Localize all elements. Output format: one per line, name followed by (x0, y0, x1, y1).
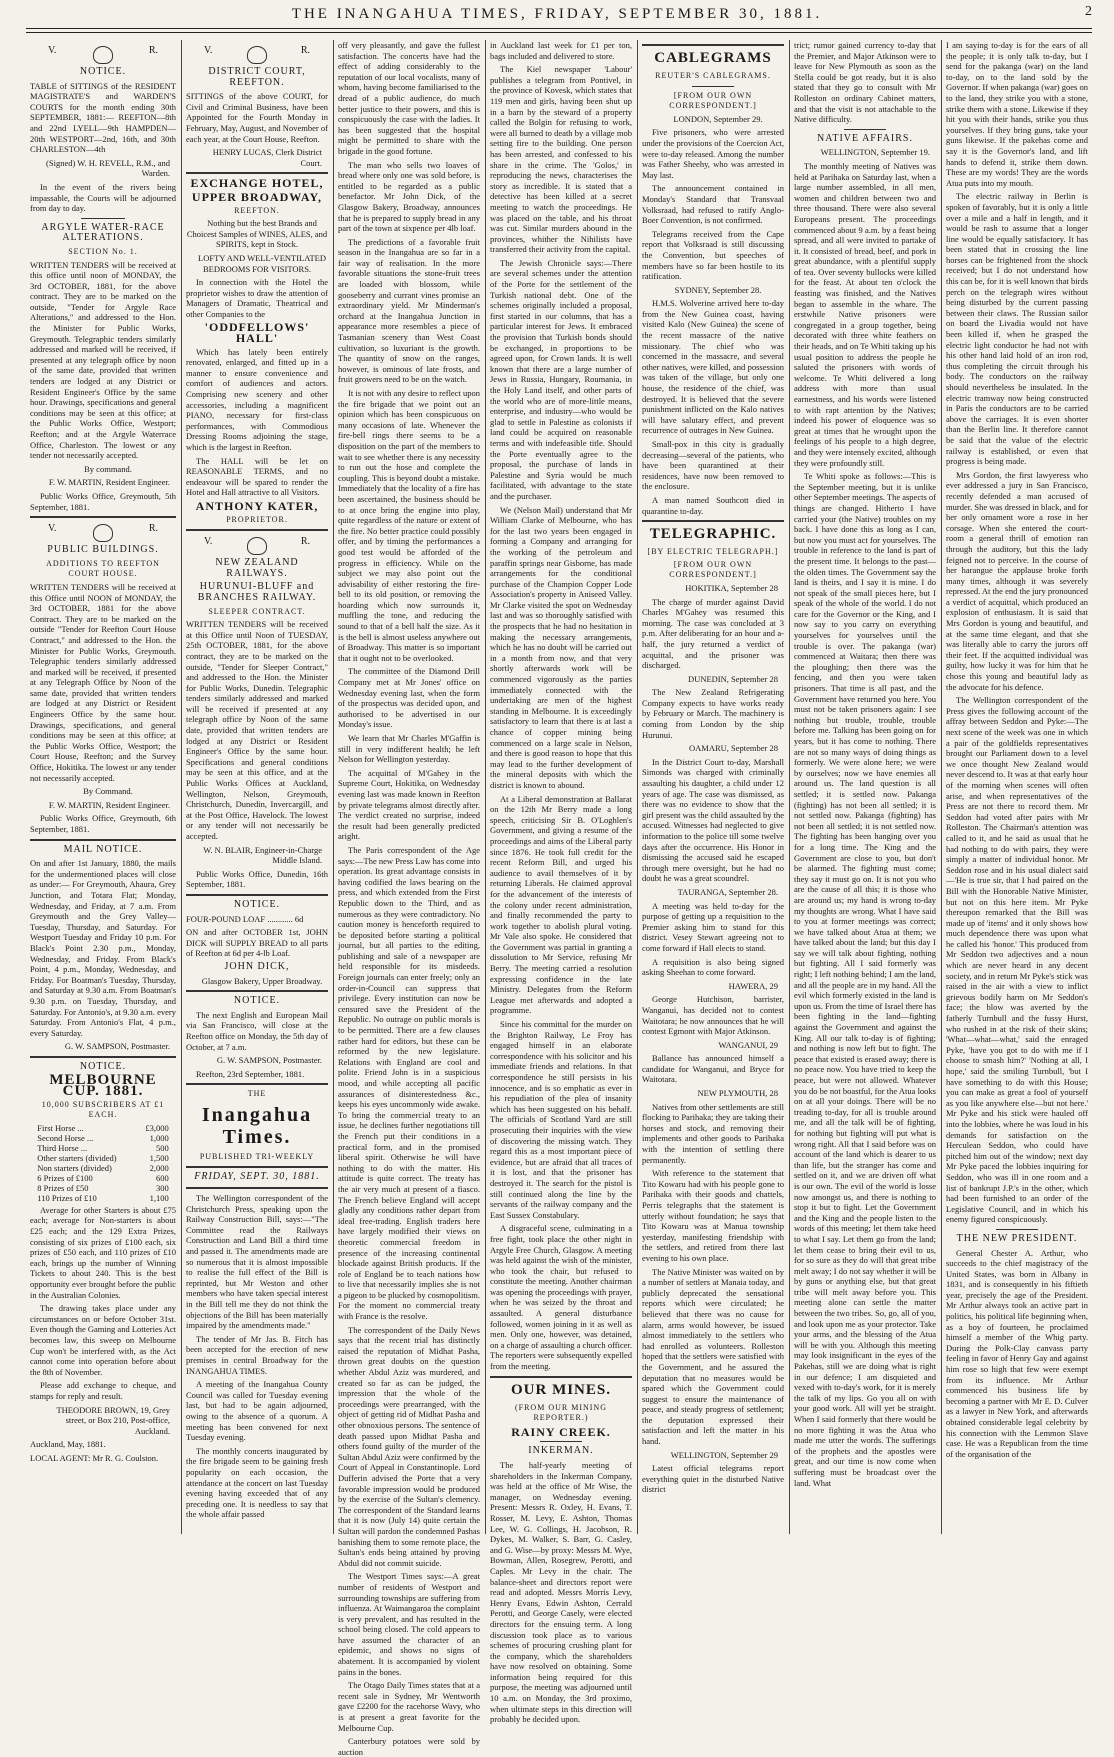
notice-heading: NOTICE. (233, 898, 281, 910)
article-text: General Chester A. Arthur, who succeeds to the chief magistracy of the United States, was born in Albany in 1831, and is consequently in his fiftieth year, precisely the age of the President. Mr Arthur always took an active part in politics, his political life beginning when, as a boy of fourteen, he proclaimed himself a member of the Whig party. During the Polk-Clay canvass party feeling in favor of Henry Gay and against him rose so high that few were exempt from its influence. Mr Arthur commenced his business life by becoming a partner with Mr E. D. Culver as a lawyer in New York, and afterwards obtained considerable legal celebrity by his connection with the Lemmon Slave case. He was a Republican from the time of the organisation of the (946, 1247, 1088, 1459)
head-rule (26, 28, 1092, 29)
column-1: V. R. NOTICE. TABLE of SITTINGS of the RESIDENT MAGISTRATE'S and WARDEN'S COURTS for the month ending 30th SEPTEMBER, 1881:— REEFTON—8th and 22nd LYELL—9th HAMPDEN—20th WESTPORT—2nd, 16th, and 30th CHARLESTON—4th (Signed) W. H. REVELL, R.M., and Warden. In the event of the rivers being impassable, the Courts will be adjourned from day to day. ARGYLE WATER-RACE ALTERATIONS. SECTION No. 1. WRITTEN TENDERS will be received at this office until noon of MONDAY, the 3rd OCTOBER, 1881, for the above contract. They are to be marked on the outside, "Tender for Argyle Race Alterations," and addressed to the Hon. the Minister for Public Works, Greymouth. Telegraphic tenders similarly addressed and marked will be received, if presented at any telegraph office by noon of the same date, provided that written tenders are lodged at any District or Resident Engineer's Office by the same hour. Drawings, specifications and general conditions may be seen at this office; at the Public Works Office, Westport; Reefton; and at the Argyle Waterrace Office, Charleston. The lowest or any tender not necessarily accepted. By command. F. W. MARTIN, Resident Engineer. Public Works Office, Greymouth, 5th September, 1881. V. R. PUBLIC BUILDINGS. ADDITIONS TO REEFTON COURT HOUSE. WRITTEN TENDERS will be received at this Office until NOON of MONDAY, the 3rd OCTOBER, 1881 for the above Contract. They are to be marked on the outside "Tender for Reefton Court House Contract," and addressed to the Hon. the Minister for Public Works, Greymouth. Telegraphic tenders similarly addressed and marked will be received, if presented at any Telegraph Office by Noon of the same date, provided that written tenders are lodged at any District or Resident Engineers Office by the same hour. Drawings, specifications, and general conditions may be seen at this office; at the Public Works Office, Westport; the Court House, Reefton; and the Survey Office, Hokitika. The lowest or any tender not necessarily accepted. By Command. F. W. MARTIN, Resident Engineer. Public Works Office, Greymouth, 6th September, 1881. MAIL NOTICE. On and after 1st January, 1880, the mails for the undermentioned places will close as under:— For Greymouth, Ahaura, Grey Junction, and Totara Flat; Monday, Wednesday, and Friday, at 7 a.m. From Greymouth and the Grey Valley—Tuesday, Thursday, and Saturday. For Westport Tuesday and Friday 10 p.m. For Black's Point 2.30 p.m., Monday, Wednesday, and Friday. From Black's Point, 4 p.m., Monday, Wednesday, and Friday. For Boatman's Tuesday, Thursday, and Saturday at 9.30 a.m. From Boatman's 9.30 p.m. on Tuesday, Thursday, and Saturday. For Antonio's, at 9.30 a.m. every Saturday. From Antonio's Flat, 4 p.m., every Saturday. G. W. SAMPSON, Postmaster. NOTICE. MELBOURNE CUP. 1881. 10,000 SUBSCRIBERS AT £1 EACH. First Horse ... £3,000 Second Horse ... 1,000 Third Horse ... 500 Other starters (divided) 1,500 Non starters (divided) 2,000 6 Prizes of £100 600 8 Prizes of £50 300 110 Prizes of £10 1,100 Average for other Starters is about £75 each; average for Non-starters is about £25 each; and the 129 Extra Prizes, consisting of six prizes of £100 each, six prizes of £50 each, and 110 prizes of £10 each, brings up the number of Winning Tickets to about 240. This is the best opportunity ever brought before the public in the Australian Colonies. The drawing takes place under any circumstances on or before October 31st. Even though the Gaming and Lotteries Act becomes law, this sweep on Melbourne Cup won't be interfered with, as the Act cannot come into operation before about the 8th of November. Please add exchange to cheque, and stamps for reply and result. THEODORE BROWN, 19, Grey street, or Box 210, Post-office, Auckland. Auckland, May, 1881. LOCAL AGENT: Mr R. G. Coulston. (30, 45, 176, 1463)
article-text: Ballance has announced himself a candidate for Wanganui, and Bryce for Waitotara. (642, 1053, 784, 1085)
dateline: HAWERA, 29 (728, 980, 778, 991)
dateline: WELLINGTON, September 29 (670, 1449, 778, 1460)
royal-cipher: V. R. (186, 537, 328, 555)
article-text: It is not with any desire to reflect upon the fire brigade that we point out an opinion which has been conspicuous on many occasions of late. Whenever the fire-bell rings there seems to be a disposition on the part of the members to wait to see whether there is any necessity to run out the hose and complete the coupling. This is beyond doubt a mistake. Immediately that the locality of a fire has been ascertained, the business should be to at once bring the engine into play, quite regardless of the nature or extent of the fire. No better practice could possibly offer, and by timing the performances a good test would be afforded of the progress in efficiency. While on the subject we may also point out the advisability of either restoring the fire-bell to its old position, or removing the hoarding which now surrounds it, muffling the tone, and reducing the sound to that of a bell half the size. As it is the bell is almost useless anywhere out of Broadway. This matter is so important that it ought not to be overlooked. (338, 388, 480, 663)
article-text: The correspondent of the Daily News says that the recent trial has distinctly raised the reputation of Midhat Pasha, thrown great doubts on the question whether Abdul Aziz was murdered, and created so far as can be judged, the impression that the whole of the proceedings were prearranged, with the object of getting rid of Midhat Pasha and other obnoxious persons. The sentence of death passed upon Midhat Pasha and others found guilty of the murder of the Sultan Abdul Aziz were confirmed by the Court of Appeal in Constantinople. Lord Dufferin advised the Porte that a very favorable impression would be produced by the exercise of the Sultan's clemency. The correspondent of the Standard learns that it is now (July 14) quite certain the Sultan will pardon the condemned Pashas banishing them to some remote place, the Sultan's ends being attained by proving Abdul did not commit suicide. (338, 1324, 480, 1568)
column-rule (941, 40, 942, 1534)
section-heading: MAIL NOTICE. (63, 843, 143, 855)
article-text: The announcement contained in Monday's Standard that Transvaal Volksraad, had refused to ratify Anglo-Boer Convention, is not confirmed. (642, 183, 784, 226)
issue-date: FRIDAY, SEPT. 30, 1881. (194, 1171, 320, 1183)
article-text: trict; rumor gained currency to-day that the Premier, and Major Atkinson were to leave for New Plymouth as soon as the Stella could be got ready, but it is also stated that they go to consult with Mr Rolleston on ordinary Cabinet matters, and that the visit is not attachable to the Native difficulty. (794, 40, 936, 125)
article-text: Telegrams received from the Cape report that Volksraad is still discussing the Convention, but speeches of members have so far been hostile to its ratification. (642, 228, 784, 282)
article-text: Small-pox in this city is gradually decreasing—several of the patients, who have been quarantined at their residences, have now been removed to the enclosure. (642, 439, 784, 492)
article-text: The monthly meeting of Natives was held at Parihaka on Saturday last, when a large number assembled, in all men, women and children between two and three thousand. There were also several Europeans present. The proceedings commenced about 9 a.m. by a feast being spread, and all were invited to partake of it. It consisted of bread, beef, and pork in great abundance, with a plentiful supply of tea. Over seventy bullocks were killed for the feast. At about ten o'clock the feasting was finished, and the Natives began to assemble in the whare. The erstwhile Native prisoners were congregated in a group together, being decorated with three white feathers on their heads, and on Te Whiti taking up his usual position to address the people he saluted the prisoners with words of welcome. Te Whiti delivered a long address with more than usual earnestness, and his words were listened to with rapt attention by the Natives; indeed his power of eloquence was so great at times that he wrought upon the feelings of his people to a high degree, and they were intensely excited, although they were profoundly still. (794, 160, 936, 468)
section-heading: CABLEGRAMS (654, 50, 772, 66)
article-text: The predictions of a favorable fruit season in the Inangahua are so far in a fair way of realisation. In the more favorable situations the stone-fruit trees are loaded with blossom, while gooseberry and currant vines promise an extraordinary yield. Mr Minderman's orchard at the Inangahua Junction in appearance more resembles a piece of Tasmanian scenery than West Coast cultivation, so luxuriant is the growth. The quantity of snow on the ranges, however, is ominous of late frosts, and fruit growers need to be on the watch. (338, 236, 480, 385)
notice-signature: THEODORE BROWN, 19, Grey street, or Box 210, Post-office, Auckland. (56, 1404, 170, 1436)
dateline: LONDON, September 29. (673, 113, 763, 124)
crest-icon (247, 537, 267, 555)
article-text: Mrs Gordon, the first lawyeress who ever addressed a jury in San Francisco, recently defended a man accused of murder. She was dressed in black, and for her only ornament wore a rose in her corsage. When she entered the court-room a general thrill of emotion ran through the auditory, but this the lady feigned not to perceive. In the course of her harangue the applause broke forth many times, although it was severely repressed. At the end the jury pronounced a verdict of acquittal, which produced an explosion of enthusiasm. It is said that Mrs Gordon is young and beautiful, and at the same time elegant, and that she was literally able to carry the jurors off their feet. If the acquitted individual was guilty, how lucky it was for him that he chose this young and beautiful lady as the advocate for his defence. (946, 469, 1088, 692)
article-text: A requisition is also being signed asking Sheehan to come forward. (642, 956, 784, 978)
baker-name: JOHN DICK, (224, 960, 290, 972)
hotel-address: UPPER BROADWAY, (191, 189, 323, 204)
article-text: A man named Southcott died in quarantine to-day. (642, 494, 784, 516)
column-rule (485, 40, 486, 1534)
article-text: The tender of Mr Jas. B. Fitch has been accepted for the erection of new premises in central Broadway for the INANGAHUA TIMES. (186, 1333, 328, 1376)
article-text: I am saying to-day is for the ears of all the people; it is only talk to-day, but I send for the pakanga (war) on the land to-day, on to the land sold by the Governor. If when pakanga (war) goes on to the land, they strike you with a stone, strike them with a stone. Likewise if they hit you with their hands, strike you thus yourselves. If they bring guns, take your guns likewise. If the pakehas come and say it is the Governor's land, and lift hands to defend it, strike them down. These are my words! They are the words Atua puts into my mouth. (946, 40, 1088, 188)
mail-notice: The next English and European Mail via San Francisco, will close at the Reefton office on Monday, the 5th day of October, at 7 a.m. (186, 1009, 328, 1052)
crest-icon (93, 524, 113, 542)
article-text: Five prisoners, who were arrested under the provisions of the Coercion Act, were to-day released. Among the number was Father Sheehy, who was arrested in May last. (642, 127, 784, 180)
article-text: With reference to the statement that Tito Kowaru had with his people gone to Parihaka with their goods and chattels, Perris telegraphs that the statement is utterly without foundation; he says that Tito Kowaru was at Manua township yesterday, manifesting friendship with the settlers, and retired from there last evening to his own place. (642, 1168, 784, 1263)
article-text: Since his committal for the murder on the Brighton Railway, Le Froy has engaged himself in an elaborate correspondence with his solicitor and his immediate friends and relations. In that correspondence he still persists in his innocence, and is so emphatic as ever in his repudiation of the plea of insanity which has been suggested on his behalf. The officials of Scotland Yard are still prosecuting their inquiries with the view of discovering the missing watch. They regard this as a most important piece of evidence, but are afraid that all traces of it is lost, and that the prisoner has destroyed it. The search for the pistol is still continued along the line by the servants of the railway company and the East Sussex Constabulary. (490, 1019, 632, 1220)
notice-signature: W. N. BLAIR, Engineer-in-Charge Middle Island. (203, 844, 322, 866)
court-notice: SITTINGS of the above COURT, for Civil and Criminal Business, have been Appointed for the Fourth Monday in February, May, August, and November of each year, at the Court House, Reefton. (186, 91, 328, 144)
article-text: Canterbury potatoes were sold by auction (338, 1736, 480, 1757)
section-heading: ARGYLE WATER-RACE ALTERATIONS. (41, 221, 165, 244)
article-text: The Wellington correspondent of the Christchurch Press, speaking upon the Railway Construction Bill, says:—"The Committee read the Railways Construction and Land Bill a third time and passed it. The amendments made are so numerous that it is almost impossible to realise the full effect of the Bill is reprinted, but Mr Weston and other members who have taken special interest in the Bill tell me they do not think the objections of the Bill has been materially impaired by the amendments made." (186, 1193, 328, 1331)
column-7 (946, 40, 1088, 1534)
tender-notice: WRITTEN TENDERS will be received at this Office until Noon of TUESDAY, 25th OCTOBER, 1881, for the above contract, they are to be marked on the outside, "Tender for Sleeper Contract," and addressed to the Hon. the Minister for Public Works, Dunedin. Telegraphic tenders similarly addressed and marked will be received if presented at any telegraph office by Noon of the same date, provided that written tenders are lodged at any District or Resident Engineer's Office by the same hour. Specifications and general conditions may be seen at this office, and at the Public Works Offices at Auckland, Wellington, Nelson, Greymouth, Christchurch, Dunedin, Invercargill, and at the Post Office, Havelock. The lowest or any tender will not necessarily be accepted. (186, 619, 328, 841)
section-subheading: INKERMAN. (528, 1445, 594, 1457)
article-text: A meeting of the Inangahua County Council was called for Tuesday evening last, but had to be again adjourned, owing to the absence of a quorum. A meeting has been convened for next Tuesday evening. (186, 1379, 328, 1443)
royal-cipher: V. R. (30, 524, 176, 542)
table-row: Other starters (divided) 1,500 (37, 1152, 169, 1163)
section-heading: PUBLIC BUILDINGS. (47, 544, 159, 556)
local-agent: LOCAL AGENT: Mr R. G. Coulston. (30, 1452, 159, 1463)
notice-heading: NOTICE. (79, 1060, 127, 1072)
dateline: OAMARU, September 28 (688, 743, 778, 754)
table-row: 8 Prizes of £50 300 (37, 1182, 169, 1193)
hall-name: 'ODDFELLOWS' HALL' (204, 320, 310, 346)
royal-cipher: V. R. (186, 46, 328, 64)
head-rule-2 (26, 32, 1092, 33)
proprietor-name: ANTHONY KATER, (195, 498, 319, 513)
article-text: The Jewish Chronicle says:—There are several schemes under the attention of the Porte for the settlement of the Turkish national debt. One of the schemes originally included a proposal, first started in our columns, that has a particular interest for Jews. It embraced the provision that Turkish bonds should be exchanged, in proportions to be agreed upon, for Crown lands. It is well known that there are a large number of Jews in Russia, Hungary, Roumania, in the Holy Land itself, and other parts of the world who are of more-little means, enterprise, and industry—who would be glad to settle in Palestine as colonists if land could be acquired on reasonable terms and with indefeasible title. Should the Porte eventually agree to the proposal, the purchase of lands in Palestine and Syria would be much facilitated, with advantage to the state and the purchaser. (490, 257, 632, 501)
notice-signature: G. W. SAMPSON, Postmaster. (64, 1041, 170, 1052)
article-text: The New Zealand Refrigerating Company expects to have works ready by February or March. The machinery is coming from London by the ship Hurunui. (642, 687, 784, 740)
column-4: in Auckland last week for £1 per ton, bags included and delivered to store. The Kiel newspaper 'Labour' publishes a telegram from Pontivel, in the province of Kovesk, which states that 119 men and girls, having been shut up in a barn by the steward of a property called the Bolgin for refusing to work, were all burned to death by a village mob setting fire to the building. One person has been arrested, and confessed to his share in the crime. The 'Golos,' in reproducing the news, characterises the story as incredible. It is stated that a detective has been killed at a secret meeting to watch the proceedings. He was placed on the table, and his throat was cut. Similar murders abound in the provinces, whither the Nihilists have transferred their activity from the capital. The Jewish Chronicle says:—There are several schemes under the attention of the Porte for the settlement of the Turkish national debt. One of the schemes originally included a proposal, first started in our columns, that has a particular interest for Jews. It embraced the provision that Turkish bonds should be exchanged, in proportions to be agreed upon, for Crown lands. It is well known that there are a large number of Jews in Russia, Hungary, Roumania, in the Holy Land itself, and other parts of the world who are of more-little means, enterprise, and industry—who would be glad to settle in Palestine as colonists if land could be acquired on reasonable terms and with indefeasible title. Should the Porte eventually agree to the proposal, the purchase of lands in Palestine and Syria would be much facilitated, with advantage to the state and the purchaser. We (Nelson Mail) understand that Mr William Clarke of Melbourne, who has for the last two years been engaged in forming a Company and arranging for the working of the petroleum and paraffin springs near Gisborne, has made arrangements for the conditional purchase of the Champion Copper Lode Association's property in Aniseed Valley. Mr Clarke visited the spot on Wednesday last and was so thoroughly satisfied with the prospects that he had no hesitation in making the necessary arrangements, which he has no doubt will be carried out in a month from now, and that very shortly afterwards work will be commenced vigorously as the parties immediately connected with the undertaking are men of the highest standing in Melbourne. It is exceedingly satisfactory to learn that there is at last a chance of copper mining being commenced on a large scale in Nelson, and there is good reason to hope that this may lead to the further development of the mineral deposits with which the district is known to abound. At a Liberal demonstration at Ballarat on the 12th Mr Berry made a long speech, criticising Sir B. O'Loghlen's Government, and giving a resume of the proceedings and aims of the Liberal party since 1876. He took full credit for the recent Reform Bill, and urged his audience to avail themselves of it by returning Liberals. He claimed approval for the advancement of the interests of the colony under recent administration, and finally recommended the party to work together to abolish plural voting. Mr Vale also spoke. He considered that the Government was partial in granting a dissolution to Mr Service, refusing Mr Berry. The meeting carried a resolution expressing confidence in the late Ministry. Delegates from the Reform League met afterwards and adopted a programme. Since his committal for the murder on the Brighton Railway, Le Froy has engaged himself in an elaborate correspondence with his solicitor and his immediate friends and relations. In that correspondence he still persists in his innocence, and is so emphatic as ever in his repudiation of the plea of insanity which has been suggested on his behalf. The officials of Scotland Yard are still prosecuting their inquiries with the view of discovering the missing watch. They regard this as a most important piece of evidence, but are afraid that all traces of it is lost, and that the prisoner has destroyed it. The search for the pistol is still continued along the line by the servants of the railway company and the East Sussex Constabulary. A disgraceful scene, culminating in a free fight, took place the other night in Argyle Free Church, Glasgow. A meeting was held against the wish of the minister, who took the chair, but refused to constitute the meeting. Another chairman was opening the proceedings with prayer, when he was seized by the throat and assaulted. A general disturbance followed, women joining in it as well as men. Only one, however, was detained, on a charge of assaulting a church officer. The reporters were subsequently expelled from the meeting. OUR MINES. (FROM OUR MINING REPORTER.) RAINY CREEK. INKERMAN. The half-yearly meeting of shareholders in the Inkerman Company, was held at the office of Mr Wise, the manager, on Wednesday evening. Present: Messrs R. Oxley, H. Evans, T. Rosser, M. Levy, E. Ashton, Thomas Lee, W. G. Collings, H. Jacobson, R. Dykes, M. Walker, S. Barr, G. Casley, and G. Wise—by proxy: Messrs M. Wye, Bowman, Allen, Rosegrew, Perotti, and Caples. Mr Levy in the chair. The balance-sheet and directors report were read and adopted. Messrs Morris Levy, Henry Evans, Edwin Ashton, Cerrald Perotti, and George Casely, were elected directors for the ensuing term. A long discussion took place as to various schemes of procuring crushing plant for the company, which the shareholders have now resolved on obtaining. Some information being required for this purpose, the meeting was adjourned until 10 a.m. on Monday, the 3rd proximo, when ultimate steps in this direction will probably be decided upon. (490, 40, 632, 1725)
article-text: The acquittal of M'Gahey in the Supreme Court, Hokitika, on Wednesday evening last was made known in Reefton by private telegrams almost directly after. The verdict created no surprise, indeed the result had been generally predicted aright. (338, 767, 480, 842)
section-subheading: HURUNUI-BLUFF and BRANCHES RAILWAY. (197, 581, 317, 603)
notice-signature: F. W. MARTIN, Resident Engineer. (48, 799, 170, 810)
article-text: The Native Minister was waited on by a number of settlers at Manaia today, and publicly deprecated the sensational reports which were circulated; he believed that there was no cause for alarm, arms would however, be issued almost immediately to the settlers who had enrolled as volunteers. Rolleston hoped that the settlers were satisfied with the Government, and he assured the deputation that no measures would be spared which the Government could suggest to ensure the maintenance of peace, and steady progress of settlement; the deputation expressed their satisfaction and left the matter in his hand. (642, 1266, 784, 1447)
prize-table (37, 1123, 168, 1203)
article-text: The committee of the Diamond Drill Company met at Mr Jones' office on Wednesday evening last, when the form of the prospectus was decided upon, and authorised to be advertised in our Monday's issue. (338, 666, 480, 730)
article-text: In the District Court to-day, Marshall Simonds was charged with criminally assaulting his daughter, a child under 12 years of age. The case was dismissed, as there was no evidence to show that the girl present was the child assaulted by the accused. Witnesses had neglected to give information to the police till some twelve days after the occurrence. His Honor in dismissing the accused said he escaped through mere oversight, but he had no doubt he was a great scoundrel. (642, 756, 784, 884)
column-rule (333, 40, 334, 1534)
article-text: Latest official telegrams report everything quiet in the disturbed Native district (642, 1463, 784, 1495)
notice-text: In the event of the rivers being impassable, the Courts will be adjourned from day to day. (30, 181, 176, 214)
cup-title: MELBOURNE CUP. 1881. (49, 1072, 157, 1100)
article-text: A meeting was held to-day for the purpose of getting up a requisition to the Premier asking him to stand for this district. Vesey Stewart agreeing not to come forward if Hall elects to stand. (642, 900, 784, 953)
article-text: A disgraceful scene, culminating in a free fight, took place the other night in Argyle Free Church, Glasgow. A meeting was held against the wish of the minister, who took the chair, but refused to constitute the meeting. Another chairman was opening the proceedings with prayer, when he was seized by the throat and assaulted. A general disturbance followed, women joining in it as well as men. Only one, however, was detained, on a charge of assaulting a church officer. The reporters were subsequently expelled from the meeting. (490, 1223, 632, 1372)
table-row: 6 Prizes of £100 600 (37, 1172, 169, 1183)
article-text: The Otago Daily Times states that at a recent sale in Sydney, Mr Wentworth gave £2200 for the racehorse Wavy, who is at present a great favorite for the Melbourne Cup. (338, 1680, 480, 1733)
royal-cipher: V. R. (30, 46, 176, 64)
article-text: The Paris correspondent of the Age says:—The new Press Law has come into operation. Its great advantage consists in having codified the laws bearing on the press, and which extended from the First Republic down to the Third, and as numerous as they were contradictory. No caution money is henceforth required to be deposited before starting a political journal, but all parties to the editing, publishing and sale of a newspaper are held responsible for its misdeeds. Foreign journals can enter freely; only an order-in-Council can suppress that privilege. Every institution can now be censured save the President of the Republic. No outrage on public morals is to be permitted. There are a few clauses rather hard for editors, but these can be reformed by the new legislature. Relations with England are cool and polite. Friend John is in a suspicious mood, and while accepting all pacific assurances of disinterestedness &c., keeps his eyes uncommonly wide awake. To bring the commercial treaty to an issue, he declines further negotiations till the French put their conditions in a practical form, and in the promised liberal spirit. Otherwise he will have nothing to do with the matter. His attitude is quite correct. The treaty has the air very much at present of a fiasco. The French believe England will accept gladly any conditions rather depart from ideal free-trading. English traders here have largely modified their views on theoretic commercial freedom in presence of the increasing continental blockade against British products. If the role of England be to teach nations how to live that necessarily implies she is not a pigeon to be plucked by cosmopolitism. For the moment no commercial treaty with France is the resolve. (338, 844, 480, 1322)
article-text: The Kiel newspaper 'Labour' publishes a telegram from Pontivel, in the province of Kovesk, which states that 119 men and girls, having been shut up in a barn by the steward of a property called the Bolgin for refusing to work, were all burned to death by a village mob setting fire to the building. One person has been arrested, and confessed to his share in the crime. The 'Golos,' in reproducing the news, characterises the story as incredible. It is stated that a detective has been killed at a secret meeting to watch the proceedings. He was placed on the table, and his throat was cut. Similar murders abound in the provinces, whither the Nihilists have transferred their activity from the capital. (490, 64, 632, 255)
table-row: Third Horse ... 500 (37, 1142, 169, 1153)
tender-notice: WRITTEN TENDERS will be received at this Office until NOON of MONDAY, the 3rd OCTOBER, 1881 for the above Contract. They are to be marked on the outside "Tender for Reefton Court House Contract," and addressed to the Hon. the Minister for Public Works, Greymouth. Telegraphic tenders similarly addressed and marked will be received, if presented at any Telegraph Office by Noon of the same date, provided that written tenders are lodged at any District or Resident Engineers Office by the same hour. Drawings, specifications, and general conditions may be seen at this office; at the Public Works Office, Westport; the Court House, Reefton; and the Survey Office, Hokitika. The lowest or any tender not necessarily accepted. (30, 581, 176, 783)
running-head: THE INANGAHUA TIMES, FRIDAY, SEPTEMBER 30, 1881. (291, 6, 823, 22)
loaf-price: FOUR-POUND LOAF ............ 6d (186, 913, 304, 924)
table-row: Non starters (divided) 2,000 (37, 1162, 169, 1173)
dateline: WELLINGTON, September 19. (820, 147, 930, 158)
notice-signature: (Signed) W. H. REVELL, R.M., and Warden. (46, 157, 170, 179)
article-text: The Wellington correspondent of the Press gives the following account of the affray between Seddon and Pyke:—The next scene of the week was one in which a pair of the goldfields representatives brought our Parliament down to a level we once thought New Zealand would never descend to. It was at that early hour of the morning when scenes will often arise, and when representatives of the Press are not there to record them. Mr Seddon had voted after pairs with Mr Rolleston. The Chairman's attention was called to it, and he said as usual that he had nothing to do with pairs, they were simply a matter of individual honor. Mr Seddon rose and in his usual dialect said—'He is true sir, that I had paired on the Bill with the Honorable Native Minister, but not on this here item. Mr Pyke thereupon remarked that the Bill was made up of 'items' and it only shows how much dependence there was upon what he called his 'honor.' This produced from Mr Seddon two adjectives and a noun which are never heard in any decent society, and in return Mr Pyke's stick was raised in the air with a view to inflict grievous bodily harm on Mr Seddon's face; the blow was averted by the fatherly Turnbull and the fussy Hurst, who rushed in at the risk of their skins; 'What—what—what,' said the enraged Pyke, 'have you got to do with me if I choose to smash him?' 'Nothing at all, I hope,' said the smiling Turnbull, 'but I have something to do with this House; you can make as great a fool of yourself as you like anywhere else—but not here.' Mr Pyke and his stick were hauled off into the lobbies, where he was loud in his demands for satisfaction on the Herculean Seddon, who could have pitched him out of the window; next day Mr Pyke paced the lobbies inquiring for Seddon, who was ill in one room and a list of bankrupt J.P.'s in the other, which had been furnished to an order of the Legislative Council, and in which his enemy figured conspicuously. (946, 695, 1088, 1225)
dateline: WANGANUI, 29 (718, 1039, 778, 1050)
section-heading: DISTRICT COURT, REEFTON. (208, 66, 306, 88)
notice-signature: F. W. MARTIN, Resident Engineer. (48, 477, 170, 488)
article-text: We (Nelson Mail) understand that Mr William Clarke of Melbourne, who has for the last two years been engaged in forming a Company and arranging for the working of the petroleum and paraffin springs near Gisborne, has made arrangements for the conditional purchase of the Champion Copper Lode Association's property in Aniseed Valley. Mr Clarke visited the spot on Wednesday last and was so thoroughly satisfied with the prospects that he had no hesitation in making the necessary arrangements, which he has no doubt will be carried out in a month from now, and that very shortly afterwards work will be commenced vigorously as the parties immediately connected with the undertaking are men of the highest standing in Melbourne. It is exceedingly satisfactory to learn that there is at last a chance of copper mining being commenced on a large scale in Nelson, and there is good reason to hope that this may lead to the further development of the mineral deposits with which the district is known to abound. (490, 504, 632, 790)
dateline: SYDNEY, September 28. (674, 284, 762, 295)
column-3 (338, 40, 480, 1757)
section-heading: OUR MINES. (510, 1381, 611, 1398)
table-row: 110 Prizes of £10 1,100 (37, 1192, 169, 1203)
tender-notice: WRITTEN TENDERS will be received at this office until noon of MONDAY, the 3rd OCTOBER, 1881, for the above contract. They are to be marked on the outside, "Tender for Argyle Race Alterations," and addressed to the Hon. the Minister for Public Works, Greymouth. Telegraphic tenders similarly addressed and marked will be received, if presented at any telegraph office by noon of the same date, provided that written tenders are lodged at any District or Resident Engineer's Office by the same hour. Drawings, specifications and general conditions may be seen at this office; at the Public Works Office, Westport; Reefton; and at the Argyle Waterrace Office, Charleston. The lowest or any tender not necessarily accepted. (30, 259, 176, 461)
article-text: H.M.S. Wolverine arrived here to-day from the New Guinea coast, having visited Kalo (New Guinea) the scene of the recent massacre of the native missionary. The chief who was concerned in the massacre, and several other natives, were killed, and possession was taken of the village, but only one house, the residence of the chief, was destroyed. It is believed that the severe punishment inflicted on the Kalo natives will have salutary effect, and prevent recurrence of outrages in New Guinea. (642, 298, 784, 436)
dateline: NEW PLYMOUTH, 28 (697, 1088, 778, 1099)
notice-signature: G. W. SAMPSON, Postmaster. (216, 1055, 322, 1066)
column-6 (794, 40, 936, 1534)
section-heading: THE NEW PRESIDENT. (956, 1232, 1078, 1244)
article-text: Te Whiti spoke as follows:—This is the September meeting, but it is unlike other September meetings. The aspects of things are changed. Hitherto I have carried your (the Native) troubles on my back. I have done this as long as I can, but now you must act for yourselves. The trouble in reference to the land is part of the present time. It belongs to the past—the olden times. The Government say the land is theirs, and I say it is mine. I do not speak of the small pieces here, but I speak of the whole of the world. I do not care for the Governor or the King, and I now say to you carry on everything yourselves for yourselves until the trouble is over. The pakanga (war) commenced at Waitara; then there was the ploughing; then there was the fencing, and then you were taken prisoners. That time is all past, and the Government have returned you here. You must not be taken prisoners again: I see nothing but trouble, trouble, trouble before me. Talking has been going on for years, but it has come to nothing. There are not so many ways of doing things as formerly. We were alone here; we were by ourselves; now we have enemies all around us. The land question is all settled; it is settled now. Pakanga (fighting) has not been all settled; it is not settled now. Pakanga (fighting) has not been all settled; it is not settled now. The fighting has been hanging over you for a long time. The King and the Government are close to you, but don't be alarmed. The fighting must come; they say it must go on. It is not you who are the cause of all this; it is those who are around us; my hand is wrong to-day my thoughts are wrong. What I have said to you at former meetings was correct; we have talked about Atua at them; we have talked about the land; but this day I say we will talk about fighting, nothing but fighting. All I said formerly was right; I left nothing behind; I am the land, and all the people are in my hand. All the evil which formerly existed in the land is upon us. From the time of Israel there has been fighting in the land—fighting against the Government and against the King. All our talk to-day is of fighting; and nothing is now left but to fight. The peace that existed is erased away; there is no peace now. You have tried to keep the peace, but were not allowed. Whatever you do be not boastful, for the Atua looks on at all your doings. There will be no treading to-day, for all is trouble around me, and all the talk will be of fighting, for nothing but fighting will put what is wrong right. All that I said before was on account of the land which is dearer to us than life, but the stranger has come and settled on it, and we are driven off what is our own. The evil of the world is losse now amongst us, and there is nothing to stop it but to fight. Let the Government and the King and the people listen to the words of this meeting; let them take heed to what I say. Let them go from the land; let them cease to bring their evil to us, for so sure as they do will that great tribe melt away; I do not say whether it will be by guns or anything else, but that great tribe will melt away before you. This meeting alone can settle the matter between the two tribes. So, go, all of you, and look upon me as your protector. Take your arms, and the blessing of the Atua will be with you. Although this meeting may look insignificant in the eyes of the Pakehas, still we are doing what is right in our defence; I am disquieted and vexed with to-day's work, for it is merely the talk of my lips. Go you all on with your good work. All will yet be straight. When I said formerly that there would be no more fighting it was the Atua who made me utter the words. The sufferings of the prophets and the apostles were great, and our time is now come when suffering must be broadcast over the land. What (794, 471, 936, 1488)
section-subheading: ADDITIONS TO REEFTON COURT HOUSE. (46, 558, 160, 579)
section-heading: TELEGRAPHIC. (649, 526, 777, 543)
article-text: off very pleasantly, and gave the fullest satisfaction. The concerts have had the effect of adding considerably to the reputation of our local vocalists, many of whom, having become familiarised to the dread of a public audience, do much better justice to their powers, and this is conspicuously the case with the ladies. It has been suggested that the hospital might be permitted to share with the brigade in the good fortune. (338, 40, 480, 156)
column-2: V. R. DISTRICT COURT, REEFTON. SITTINGS of the above COURT, for Civil and Criminal Business, have been Appointed for the Fourth Monday in February, May, August, and November of each year, at the Court House, Reefton. HENRY LUCAS, Clerk District Court. EXCHANGE HOTEL, UPPER BROADWAY, REEFTON. Nothing but the best Brands and Choicest Samples of WINES, ALES, and SPIRITS, kept in Stock. LOFTY AND WELL-VENTILATED BEDROOMS FOR VISITORS. In connection with the Hotel the proprietor wishes to draw the attention of Managers of Dramatic, Theatrical and other Companies to the 'ODDFELLOWS' HALL' Which has lately been entirely renovated, enlarged, and fitted up in a manner to ensure convenience and comfort of audiences and actors. Comprising new scenery and other accessories, including a magnificent PIANO, necessary for first-class performances, with Commodious Dressing Rooms adjoining the stage, which is the largest in Reefton. The HALL will be let on REASONABLE TERMS, and no endeavour will be spared to render the Hotel and Hall attractive to all Visitors. ANTHONY KATER, PROPRIETOR. V. R. NEW ZEALAND RAILWAYS. HURUNUI-BLUFF and BRANCHES RAILWAY. SLEEPER CONTRACT. WRITTEN TENDERS will be received at this Office until Noon of TUESDAY, 25th OCTOBER, 1881, for the above contract, they are to be marked on the outside, "Tender for Sleeper Contract," and addressed to the Hon. the Minister for Public Works, Dunedin. Telegraphic tenders similarly addressed and marked will be received if presented at any telegraph office by Noon of the same date, provided that written tenders are lodged at any District or Resident Engineer's Office by the same hour. Specifications and general conditions may be seen at this office, and at the Public Works Offices at Auckland, Wellington, Nelson, Greymouth, Christchurch, Dunedin, Invercargill, and at the Post Office, Havelock. The lowest or any tender will not necessarily be accepted. W. N. BLAIR, Engineer-in-Charge Middle Island. Public Works Office, Dunedin, 16th September, 1881. NOTICE. FOUR-POUND LOAF ............ 6d ON and after OCTOBER 1st, JOHN DICK will SUPPLY BREAD to all parts of Reefton at 6d per 4-lb Loaf. JOHN DICK, Glasgow Bakery, Upper Broadway. NOTICE. The next English and European Mail via San Francisco, will close at the Reefton office on Monday, the 5th day of October, at 7 a.m. G. W. SAMPSON, Postmaster. Reefton, 23rd September, 1881. THE Inangahua Times. PUBLISHED TRI-WEEKLY FRIDAY, SEPT. 30, 1881. The Wellington correspondent of the Christchurch Press, speaking upon the Railway Construction Bill, says:—"The Committee read the Railways Construction and Land Bill a third time and passed it. The amendments made are so numerous that it is almost impossible to realise the full effect of the Bill is reprinted, but Mr Weston and other members who have taken special interest in the Bill tell me they do not think the objections of the Bill has been materially impaired by the amendments made." The tender of Mr Jas. B. Fitch has been accepted for the erection of new premises in central Broadway for the INANGAHUA TIMES. A meeting of the Inangahua County Council was called for Tuesday evening last, but had to be again adjourned, owing to the absence of a quorum. A meeting has been convened for next Tuesday evening. The monthly concerts inaugurated by the fire brigade seem to be gaining fresh popularity on each occasion, the attendance at the concert on last Tuesday evening having exceeded that of any preceding one. It is needless to say that the whole affair passed (186, 45, 328, 1520)
hotel-name: EXCHANGE HOTEL, (190, 176, 324, 191)
notice-heading: NOTICE. (233, 995, 281, 1007)
article-text: Natives from other settlements are still flocking to Parihaka; they are taking their horses and stock, and removing their implements and other goods to Parihaka with the intention of settling there permanently. (642, 1101, 784, 1165)
article-text: in Auckland last week for £1 per ton, bags included and delivered to store. (490, 40, 632, 61)
crest-icon (93, 46, 113, 64)
notice-signature: HENRY LUCAS, Clerk District Court. (212, 147, 322, 168)
article-text: The monthly concerts inaugurated by the fire brigade seem to be gaining fresh popularity on each occasion, the attendance at the concert on last Tuesday evening having exceeded that of any preceding one. It is needless to say that the whole affair passed (186, 1445, 328, 1520)
page-number: 2 (1085, 4, 1092, 19)
column-rule (637, 40, 638, 1534)
article-text: The man who sells two loaves of bread where only one was sold before, is entitled to be regarded as a public benefactor. Mr John Dick, of the Glasgow Bakery, Broadway, announces that he is prepared to supply bread in any part of the town at sixpence per 4lb loaf. (338, 159, 480, 234)
dateline: TAURANGA, September 28. (677, 886, 778, 897)
article-text: At a Liberal demonstration at Ballarat on the 12th Mr Berry made a long speech, criticising Sir B. O'Loghlen's Government, and giving a resume of the proceedings and aims of the Liberal party since 1876. He took full credit for the recent Reform Bill, and urged his audience to avail themselves of it by returning Liberals. He claimed approval for the advancement of the interests of the colony under recent administration, and finally recommended the party to work together to abolish plural voting. Mr Vale also spoke. He considered that the Government was partial in granting a dissolution to Mr Service, refusing Mr Berry. The meeting carried a resolution expressing confidence in the late Ministry. Delegates from the Reform League met afterwards and adopted a programme. (490, 793, 632, 1016)
sittings-notice: TABLE of SITTINGS of the RESIDENT MAGISTRATE'S and WARDEN'S COURTS for the month ending 30th SEPTEMBER, 1881:— REEFTON—8th and 22nd LYELL—9th HAMPDEN—20th WESTPORT—2nd, 16th, and 30th CHARLESTON—4th (30, 80, 176, 155)
article-text: The charge of murder against David Charles M'Gahey was resumed this morning. The case was concluded at 3 p.m. After deliberating for an hour and a-half, the jury returned a verdict of acquittal, and the prisoner was discharged. (642, 596, 784, 671)
crest-icon (247, 46, 267, 64)
table-row: First Horse ... £3,000 (37, 1122, 169, 1133)
article-text: We learn that Mr Charles M'Gaffin is still in very indifferent health; he left Nelson for Wellington yesterday. (338, 733, 480, 765)
section-subheading: RAINY CREEK. (511, 1424, 611, 1439)
article-text: The electric railway in Berlin is spoken of favorably, but it is only a little over a mile and a half in length, and it would be rash to assume that a longer line would be equally satisfactory. It has been stated that in crossing the line horses can be frightened from the shock received; but I do not understand how this can be, for it is well known that birds perch on the telegraph wires without being disturbed by the current passing between their claws. The Russian sailor on board the Livadia would not have been killed if, when he grasped the electric light conductor he had not with his other hand laid hold of an iron rod, thus completing the circuit through his body. The conductors on the railway should nevertheless be insulated. In the electric tramway now being constructed in Paris the conductors are to be carried above the carriages. It is even shorter than the Berlin line. It therefore cannot be said that the value of the electric railway is established, or even that progress is being made. (946, 191, 1088, 467)
column-rule (181, 40, 182, 1534)
cup-subtitle: 10,000 SUBSCRIBERS AT £1 EACH. (41, 1099, 165, 1120)
section-subheading: SECTION No. 1. (68, 246, 138, 256)
dateline: DUNEDIN, September 28 (688, 673, 778, 684)
article-text: The half-yearly meeting of shareholders in the Inkerman Company, was held at the office of Mr Wise, the manager, on Wednesday evening. Present: Messrs R. Oxley, H. Evans, T. Rosser, M. Levy, E. Ashton, Thomas Lee, W. G. Collings, H. Jacobson, R. Dykes, M. Walker, S. Barr, G. Casley, and G. Wise—by proxy: Messrs M. Wye, Bowman, Allen, Rosegrew, Perotti, and Caples. Mr Levy in the chair. The balance-sheet and directors report were read and adopted. Messrs Morris Levy, Henry Evans, Edwin Ashton, Cerrald Perotti, and George Casely, were elected directors for the ensuing term. A long discussion took place as to various schemes of procuring crushing plant for the company, which the shareholders have now resolved on obtaining. Some information being required for this purpose, the meeting was adjourned until 10 a.m. on Monday, the 3rd proximo, when ultimate steps in this direction will probably be decided upon. (490, 1460, 632, 1725)
column-rule (789, 40, 790, 1534)
article-text: George Hutchison, barrister, Wanganui, has decided not to contest Waitotara; he now announces that he will contest Egmont with Major Atkinson. (642, 994, 784, 1037)
section-heading: NATIVE AFFAIRS. (817, 132, 913, 144)
article-text: The Westport Times says:—A great number of residents of Westport and surrounding townships are suffering from influenza. At Waimangaroa the complaint is very prevalent, and has resulted in the school being closed. The cold appears to have assumed the character of an epidemic, and shows no signs of abatement. It is accompanied by violent pains in the bones. (338, 1571, 480, 1677)
newspaper-title: Inangahua Times. (201, 1103, 313, 1148)
mail-notice: On and after 1st January, 1880, the mails for the undermentioned places will close as under:— For Greymouth, Ahaura, Grey Junction, and Totara Flat; Monday, Wednesday, and Friday, at 7 a.m. From Greymouth and the Grey Valley—Tuesday, Thursday, and Saturday. For Westport Tuesday and Friday 10 p.m. For Black's Point 2.30 p.m., Monday, Wednesday, and Friday. From Black's Point, 4 p.m., Monday, Wednesday, and Friday. For Boatman's Tuesday, Thursday, and Saturday at 9.30 a.m. From Boatman's 9.30 p.m. on Tuesday, Thursday, and Saturday. For Antonio's, at 9.30 a.m. every Saturday. From Antonio's Flat, 4 p.m., every Saturday. (30, 858, 176, 1038)
notice-heading: NOTICE. (79, 66, 127, 77)
column-5: CABLEGRAMS REUTER'S CABLEGRAMS. [FROM OUR OWN CORRESPONDENT.] LONDON, September 29. Five prisoners, who were arrested under the provisions of the Coercion Act, were to-day released. Among the number was Father Sheehy, who was arrested in May last. The announcement contained in Monday's Standard that Transvaal Volksraad, had refused to ratify Anglo-Boer Convention, is not confirmed. Telegrams received from the Cape report that Volksraad is still discussing the Convention, but speeches of members have so far been hostile to its ratification. SYDNEY, September 28. H.M.S. Wolverine arrived here to-day from the New Guinea coast, having visited Kalo (New Guinea) the scene of the recent massacre of the native missionary. The chief who was concerned in the massacre, and several other natives, were killed, and possession was taken of the village, but only one house, the residence of the chief, was destroyed. It is believed that the severe punishment inflicted on the Kalo natives will have salutary effect, and prevent recurrence of outrages in New Guinea. Small-pox in this city is gradually decreasing—several of the patients, who have been quarantined at their residences, have now been removed to the enclosure. A man named Southcott died in quarantine to-day. TELEGRAPHIC. [BY ELECTRIC TELEGRAPH.] [FROM OUR OWN CORRESPONDENT.] HOKITIKA, September 28 The charge of murder against David Charles M'Gahey was resumed this morning. The case was concluded at 3 p.m. After deliberating for an hour and a-half, the jury returned a verdict of acquittal, and the prisoner was discharged. DUNEDIN, September 28 The New Zealand Refrigerating Company expects to have works ready by February or March. The machinery is coming from London by the ship Hurunui. OAMARU, September 28 In the District Court to-day, Marshall Simonds was charged with criminally assaulting his daughter, a child under 12 years of age. The case was dismissed, as there was no evidence to show that the girl present was the child assaulted by the accused. Witnesses had neglected to give information to the police till some twelve days after the occurrence. His Honor in dismissing the accused said he escaped through mere oversight, but he had no doubt he was a great scoundrel. TAURANGA, September 28. A meeting was held to-day for the purpose of getting up a requisition to the Premier asking him to stand for this district. Vesey Stewart agreeing not to come forward if Hall elects to stand. A requisition is also being signed asking Sheehan to come forward. HAWERA, 29 George Hutchison, barrister, Wanganui, has decided not to contest Waitotara; he now announces that he will contest Egmont with Major Atkinson. WANGANUI, 29 Ballance has announced himself a candidate for Wanganui, and Bryce for Waitotara. NEW PLYMOUTH, 28 Natives from other settlements are still flocking to Parihaka; they are taking their horses and stock, and removing their implements and other goods to Parihaka with the intention of settling there permanently. With reference to the statement that Tito Kowaru had with his people gone to Parihaka with their goods and chattels, Perris telegraphs that the statement is utterly without foundation; he says that Tito Kowaru was at Manua township yesterday, manifesting friendship with the settlers, and retired from there last evening to his own place. The Native Minister was waited on by a number of settlers at Manaia today, and publicly deprecated the sensational reports which were circulated; he believed that there was no cause for alarm, arms would however, be issued almost immediately to the settlers who had enrolled as volunteers. Rolleston hoped that the settlers were satisfied with the Government, and he assured the deputation that no measures would be spared which the Government could suggest to ensure the maintenance of peace, and steady progress of settlement; the deputation expressed their satisfaction and left the matter in his hand. WELLINGTON, September 29 Latest official telegrams report everything quiet in the disturbed Native district (642, 40, 784, 1534)
section-heading: NEW ZEALAND RAILWAYS. (215, 557, 299, 579)
dateline: HOKITIKA, September 28 (685, 582, 778, 593)
table-row: Second Horse ... 1,000 (37, 1132, 169, 1143)
